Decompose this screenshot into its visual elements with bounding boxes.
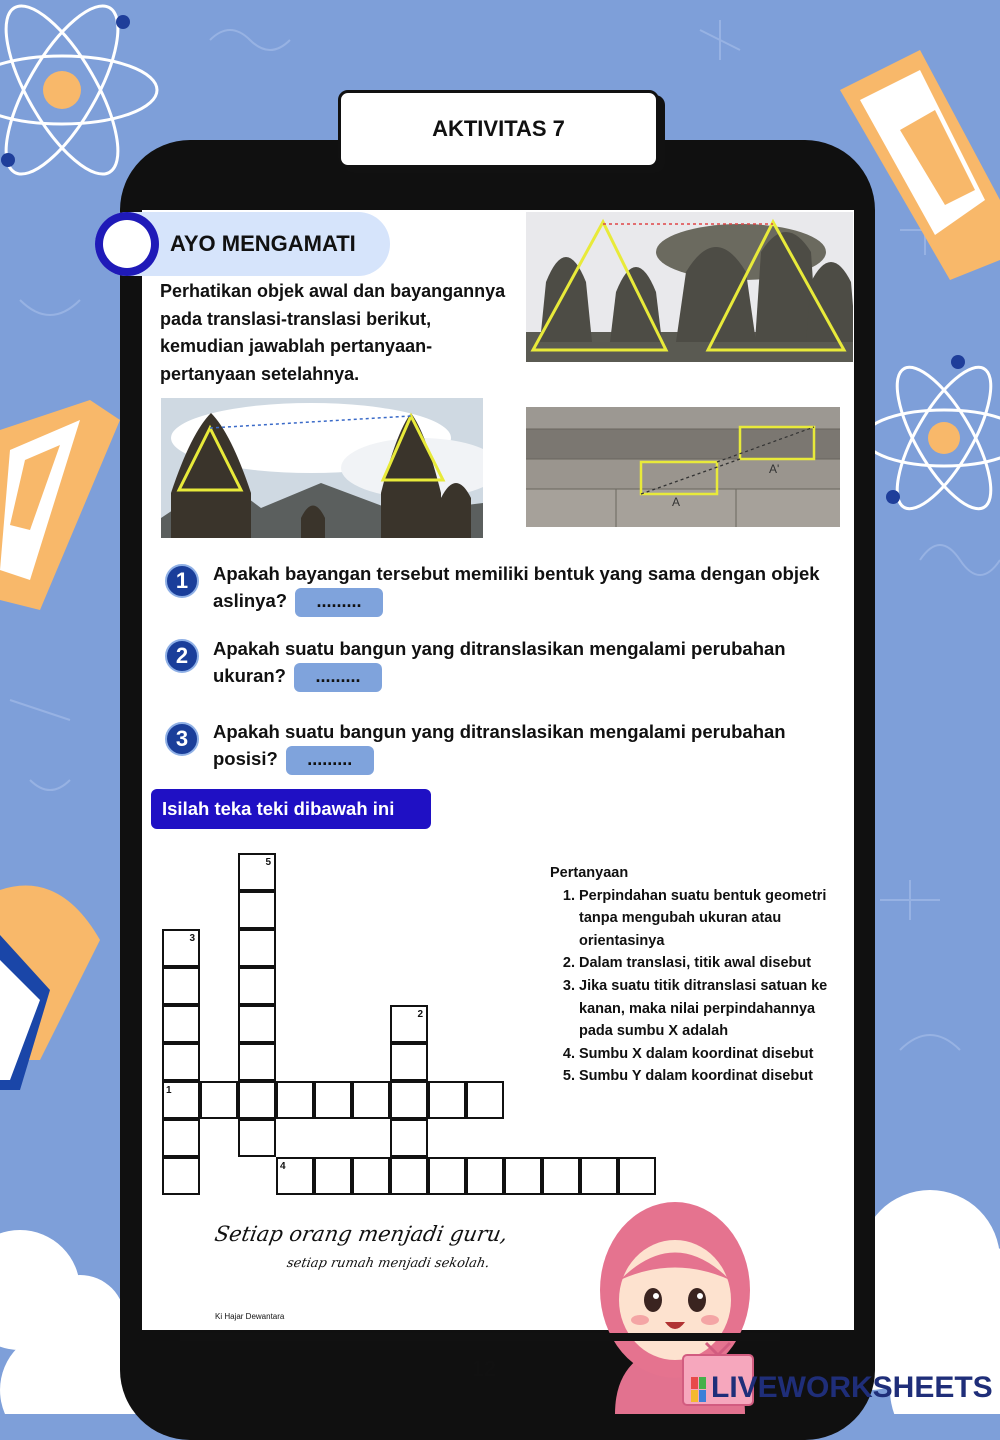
book-icon xyxy=(0,886,100,1090)
clue-list xyxy=(550,862,850,1088)
answer-field-3[interactable]: ......... xyxy=(286,746,374,775)
footer-bar xyxy=(180,1333,780,1341)
crossword-cell[interactable] xyxy=(618,1157,656,1195)
crossword-cell[interactable] xyxy=(390,1081,428,1119)
crossword-cell[interactable] xyxy=(238,1081,276,1119)
crossword-cell[interactable] xyxy=(314,1157,352,1195)
crossword-cell[interactable] xyxy=(542,1157,580,1195)
clue-item: 5. Sumbu Y dalam koordinat disebut xyxy=(579,1065,850,1088)
liveworksheets-logo: LIVEWORKSHEETS xyxy=(711,1371,993,1404)
question-text: Apakah suatu bangun yang ditranslasikan mengalami perubahan posisi? xyxy=(213,721,786,769)
quote-line-2: setiap rumah menjadi sekolah. xyxy=(285,1256,491,1271)
crossword-cell[interactable] xyxy=(276,1081,314,1119)
crossword-cell[interactable] xyxy=(162,1119,200,1157)
question-1 xyxy=(165,560,845,620)
crossword-cell[interactable] xyxy=(200,1081,238,1119)
crossword-cell[interactable] xyxy=(390,1157,428,1195)
quote-line-1: Setiap orang menjadi guru, xyxy=(212,1222,510,1246)
clue-item: 4. Sumbu X dalam koordinat disebut xyxy=(579,1043,850,1066)
clue-number: 2 xyxy=(417,1009,423,1020)
crossword-cell[interactable] xyxy=(314,1081,352,1119)
crossword-cell[interactable] xyxy=(466,1081,504,1119)
book-icon xyxy=(0,400,120,610)
question-number: 1 xyxy=(165,564,199,598)
crossword-cell[interactable] xyxy=(238,929,276,967)
liveworksheets-logo-icon xyxy=(691,1377,707,1403)
crossword-cell[interactable] xyxy=(428,1157,466,1195)
crossword-cell[interactable] xyxy=(162,1005,200,1043)
crossword-cell[interactable] xyxy=(238,891,276,929)
clue-item: 2. Dalam translasi, titik awal disebut xyxy=(579,952,850,975)
clue-number: 3 xyxy=(189,933,195,944)
crossword-cell[interactable] xyxy=(162,1157,200,1195)
crossword-cell[interactable] xyxy=(238,1043,276,1081)
page-number: 12 xyxy=(471,1356,497,1381)
crossword-cell[interactable] xyxy=(580,1157,618,1195)
crossword-cell[interactable] xyxy=(162,1081,200,1119)
crossword-cell[interactable] xyxy=(162,1043,200,1081)
activity-title: AKTIVITAS 7 xyxy=(338,90,659,168)
crossword-cell[interactable] xyxy=(238,1005,276,1043)
clue-item: 3. Jika suatu titik ditranslasi satuan ke kanan, maka nilai perpindahannya pada sumbu X adalah xyxy=(579,975,850,1043)
question-number: 2 xyxy=(165,639,199,673)
temple-photo-1 xyxy=(526,212,853,362)
question-text: Apakah suatu bangun yang ditranslasikan mengalami perubahan ukuran? xyxy=(213,638,786,686)
crossword-cell[interactable] xyxy=(504,1157,542,1195)
point-a-prime-label: A' xyxy=(769,462,780,476)
clue-number: 4 xyxy=(280,1161,286,1172)
clue-number: 1 xyxy=(166,1085,172,1096)
crossword-cell[interactable] xyxy=(162,929,200,967)
question-number: 3 xyxy=(165,722,199,756)
quote-author: Ki Hajar Dewantara xyxy=(215,1312,285,1321)
clue-item: 1. Perpindahan suatu bentuk geometri tanpa mengubah ukuran atau orientasinya xyxy=(579,885,850,953)
puzzle-banner: Isilah teka teki dibawah ini xyxy=(151,789,431,829)
crossword-cell[interactable] xyxy=(238,1119,276,1157)
crossword-cell[interactable] xyxy=(162,967,200,1005)
crossword-cell[interactable] xyxy=(352,1081,390,1119)
crossword-cell[interactable] xyxy=(276,1157,314,1195)
crossword-cell[interactable] xyxy=(466,1157,504,1195)
section-label xyxy=(95,212,390,276)
question-text: Apakah bayangan tersebut memiliki bentuk yang sama dengan objek aslinya? xyxy=(213,563,820,611)
crossword-cell[interactable] xyxy=(352,1157,390,1195)
crossword-cell[interactable] xyxy=(390,1005,428,1043)
crossword-cell[interactable] xyxy=(390,1119,428,1157)
answer-field-1[interactable]: ......... xyxy=(295,588,383,617)
question-2 xyxy=(165,635,845,695)
circle-icon xyxy=(95,212,159,276)
intro-text: Perhatikan objek awal dan bayangannya pada translasi-translasi berikut, kemudian jawablah pertanyaan-pertanyaan setelahnya. xyxy=(160,281,506,384)
temple-photo-2 xyxy=(161,398,483,538)
clue-number: 5 xyxy=(265,857,271,868)
crossword-cell[interactable] xyxy=(428,1081,466,1119)
question-3 xyxy=(165,718,845,778)
crossword-cell[interactable] xyxy=(238,853,276,891)
clues-title: Pertanyaan xyxy=(550,865,629,881)
stone-wall-photo xyxy=(526,407,840,527)
point-a-label: A xyxy=(672,495,681,509)
section-label-text: AYO MENGAMATI xyxy=(170,231,356,256)
crossword-cell[interactable] xyxy=(238,967,276,1005)
answer-field-2[interactable]: ......... xyxy=(294,663,382,692)
crossword-cell[interactable] xyxy=(390,1043,428,1081)
